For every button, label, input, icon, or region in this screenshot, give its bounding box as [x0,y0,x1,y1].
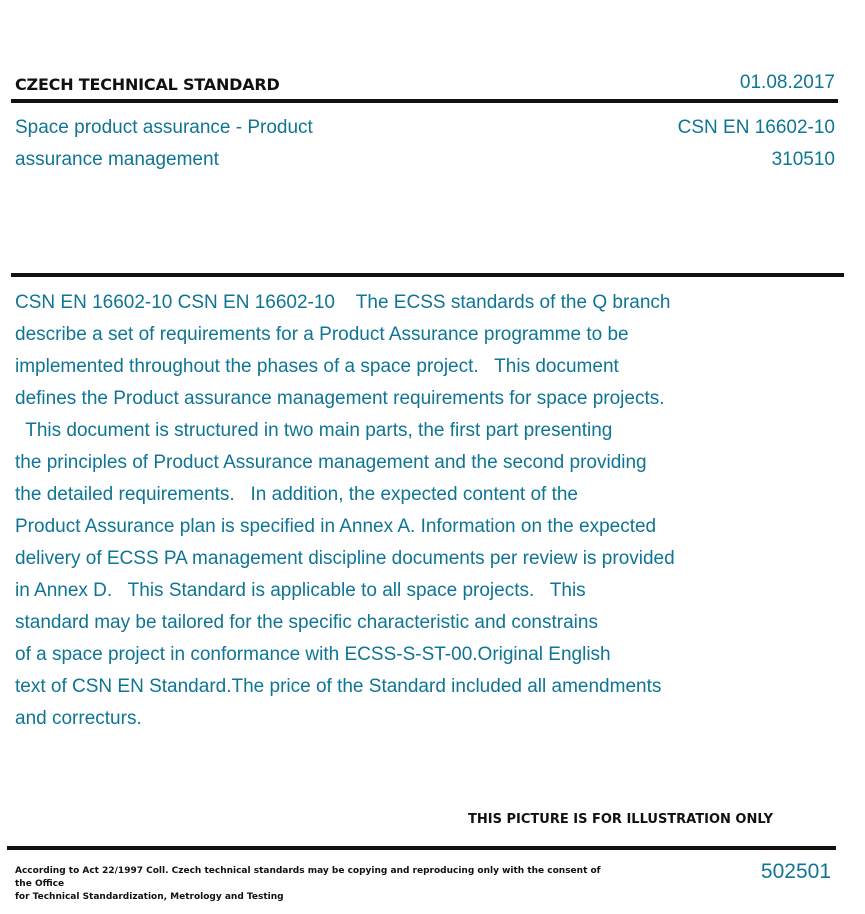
document-type-heading: CZECH TECHNICAL STANDARD [15,75,280,94]
abstract-line: standard may be tailored for the specific characteristic and constrains [15,612,598,633]
abstract-line: of a space project in conformance with ECSS-S-ST-00.Original English [15,644,611,665]
abstract-line: implemented throughout the phases of a space project. This document [15,356,619,377]
abstract-line: Product Assurance plan is specified in Annex A. Information on the expected [15,516,657,537]
standard-number: CSN EN 16602-10 [677,117,835,138]
illustration-disclaimer: THIS PICTURE IS FOR ILLUSTRATION ONLY [468,812,773,827]
footer-code: 502501 [760,860,831,883]
abstract-line: delivery of ECSS PA management discipline documents per review is provided [15,548,675,569]
footer-divider [7,846,836,850]
title-divider [11,273,844,277]
abstract-line: CSN EN 16602-10 CSN EN 16602-10 The ECSS standards of the Q branch [15,292,671,313]
abstract-line: defines the Product assurance management requirements for space projects. [15,388,665,409]
abstract-line: This document is structured in two main parts, the first part presenting [15,420,613,441]
abstract-text [15,287,795,735]
abstract-line: the detailed requirements. In addition, the expected content of the [15,484,578,505]
header-divider [11,99,838,103]
abstract-line: text of CSN EN Standard.The price of the Standard included all amendments [15,676,662,697]
abstract-line: and correcturs. [15,708,142,729]
legal-footnote-line-2: for Technical Standardization, Metrology and Testing [15,892,284,902]
abstract-line: the principles of Product Assurance management and the second providing [15,452,647,473]
classification-number: 310510 [771,149,835,170]
legal-footnote [15,865,615,904]
document-title-line-1: Space product assurance - Product [15,117,313,138]
document-title-line-2: assurance management [15,149,219,170]
abstract-line: describe a set of requirements for a Product Assurance programme to be [15,324,629,345]
publication-date: 01.08.2017 [739,72,835,93]
abstract-line: in Annex D. This Standard is applicable to all space projects. This [15,580,586,601]
legal-footnote-line-1: According to Act 22/1997 Coll. Czech technical standards may be copying and reproducing only with the consent of the Office [15,866,601,889]
